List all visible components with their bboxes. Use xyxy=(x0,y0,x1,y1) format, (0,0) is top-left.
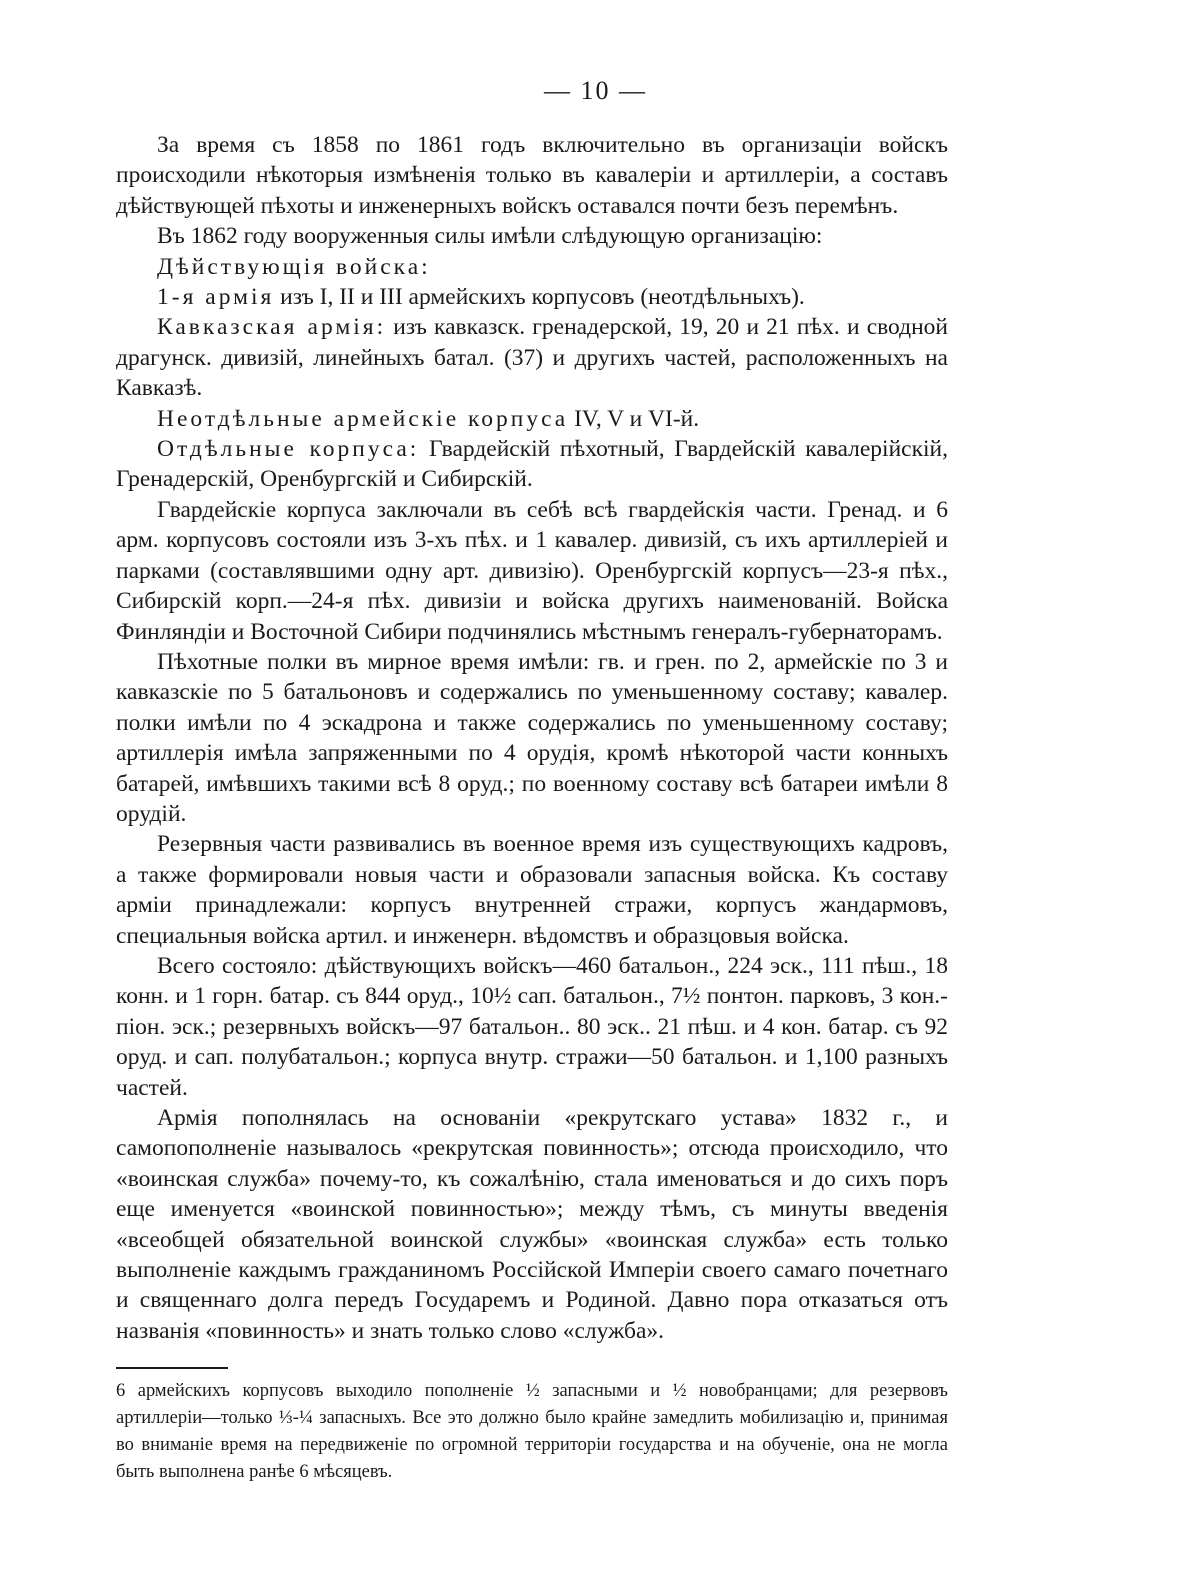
paragraph-lead: Дѣйствующія войска: xyxy=(157,253,431,280)
paragraph-text: Резервныя части развивались въ военное время изъ существующихъ кадровъ, а также формировали новыя части и образовали запасныя войска. Къ составу арміи принадлежали: корпусъ внутренней стражи, корпусъ жандармовъ, специальныя войска артил. и инженерн. вѣдомствъ и образцовыя войска. xyxy=(116,831,948,949)
paragraph xyxy=(116,130,948,221)
paragraph xyxy=(116,951,948,1103)
paragraph-text: Пѣхотные полки въ мирное время имѣли: гв. и грен. по 2, армейскіе по 3 и кавказскіе по 5 батальоновъ и содержались по уменьшенному составу; кавалер. полки имѣли по 4 эскадрона и также содержались по уменьшенному составу; артиллерія имѣла запряженными по 4 орудія, кромѣ нѣкоторой части конныхъ батарей, имѣвшихъ такими всѣ 8 оруд.; по военному составу всѣ батареи имѣли 8 орудій. xyxy=(116,648,948,827)
paragraph-lead: 1-я армія xyxy=(157,284,275,311)
paragraph-text: Въ 1862 году вооруженныя силы имѣли слѣдующую организацію: xyxy=(157,223,823,250)
paragraph-text: За время съ 1858 по 1861 годъ включительно въ организаціи войскъ происходили нѣкоторыя измѣненія только въ кавалеріи и артиллеріи, а составъ дѣйствующей пѣхоты и инженерныхъ войскъ оставался почти безъ перемѣнъ. xyxy=(116,132,948,219)
page-number: — 10 — xyxy=(544,76,647,105)
paragraph-text: Гвардейскій пѣхотный, Гвардейскій кавалерійскій, Гренадерскій, Оренбургскій и Сибирскій. xyxy=(116,436,948,493)
paragraph xyxy=(116,221,948,251)
footnotes xyxy=(116,1378,948,1486)
paragraph xyxy=(116,312,948,403)
paragraph-text: IV, V и VI-й. xyxy=(568,405,700,432)
paragraph-text: Армія пополнялась на основаніи «рекрутскаго устава» 1832 г., и самопополненіе называлось «рекрутская повинность»; отсюда происходило, что «воинская служба» почему-то, къ сожалѣнію, стала именоваться и до сихъ поръ еще именуется «воинской повинностью»; между тѣмъ, съ минуты введенія «всеобщей обязательной воинской службы» «воинская служба» есть только выполненіе каждымъ гражданиномъ Россійской Имперіи своего самаго почетнаго и священнаго долга передъ Государемъ и Родиной. Давно пора отказаться отъ названія «повинность» и знать только слово «служба». xyxy=(116,1105,948,1344)
paragraph xyxy=(116,404,948,434)
paragraph-lead: Кавказская армія: xyxy=(157,314,387,341)
footnote-divider xyxy=(116,1367,228,1369)
paragraph-text: Всего состояло: дѣйствующихъ войскъ—460 батальон., 224 эск., 111 пѣш., 18 конн. и 1 горн. батар. съ 844 оруд., 10½ сап. батальон., 7½ понтон. парковъ, 3 кон.-піон. эск.; резервныхъ войскъ—97 батальон.. 80 эск.. 21 пѣш. и 4 кон. батар. съ 92 оруд. и сап. полубатальон.; корпуса внутр. стражи—50 батальон. и 1,100 разныхъ частей. xyxy=(116,952,948,1101)
body-text xyxy=(116,130,948,1346)
paragraph-lead: Отдѣльные корпуса: xyxy=(157,436,420,463)
paragraph xyxy=(116,282,948,312)
paragraph-text: Гвардейскіе корпуса заключали въ себѣ всѣ гвардейскія части. Гренад. и 6 арм. корпусовъ состояли изъ 3-хъ пѣх. и 1 кавалер. дивизій, съ ихъ артиллеріей и парками (составлявшими одну арт. дивизію). Оренбургскій корпусъ—23-я пѣх., Сибирскій корп.—24-я пѣх. дивизіи и войска другихъ наименованій. Войска Финляндіи и Восточной Сибири подчинялись мѣстнымъ генералъ-губернаторамъ. xyxy=(116,496,948,645)
paragraph xyxy=(116,495,948,647)
paragraph-text: изъ кавказск. гренадерской, 19, 20 и 21 пѣх. и сводной драгунск. дивизій, линейныхъ батал. (37) и другихъ частей, расположенныхъ на Кавказѣ. xyxy=(116,314,948,402)
paragraph-text: изъ I, II и III армейскихъ корпусовъ (неотдѣльныхъ). xyxy=(274,284,805,311)
paragraph xyxy=(116,1103,948,1346)
paragraph xyxy=(116,434,948,495)
footnote-text: 6 армейскихъ корпусовъ выходило пополненіе ½ запасными и ½ новобранцами; для резервовъ артиллеріи—только ⅓-¼ запасныхъ. Все это должно было крайне замедлить мобилизацію и, принимая во вниманіе время на передвиженіе по огромной территоріи государства и на обученіе, она не могла быть выполнена ранѣе 6 мѣсяцевъ. xyxy=(116,1381,948,1482)
paragraph xyxy=(116,829,948,951)
paragraph xyxy=(116,252,948,282)
paragraph-lead: Неотдѣльные армейскіе корпуса xyxy=(157,405,569,432)
paragraph xyxy=(116,647,948,829)
